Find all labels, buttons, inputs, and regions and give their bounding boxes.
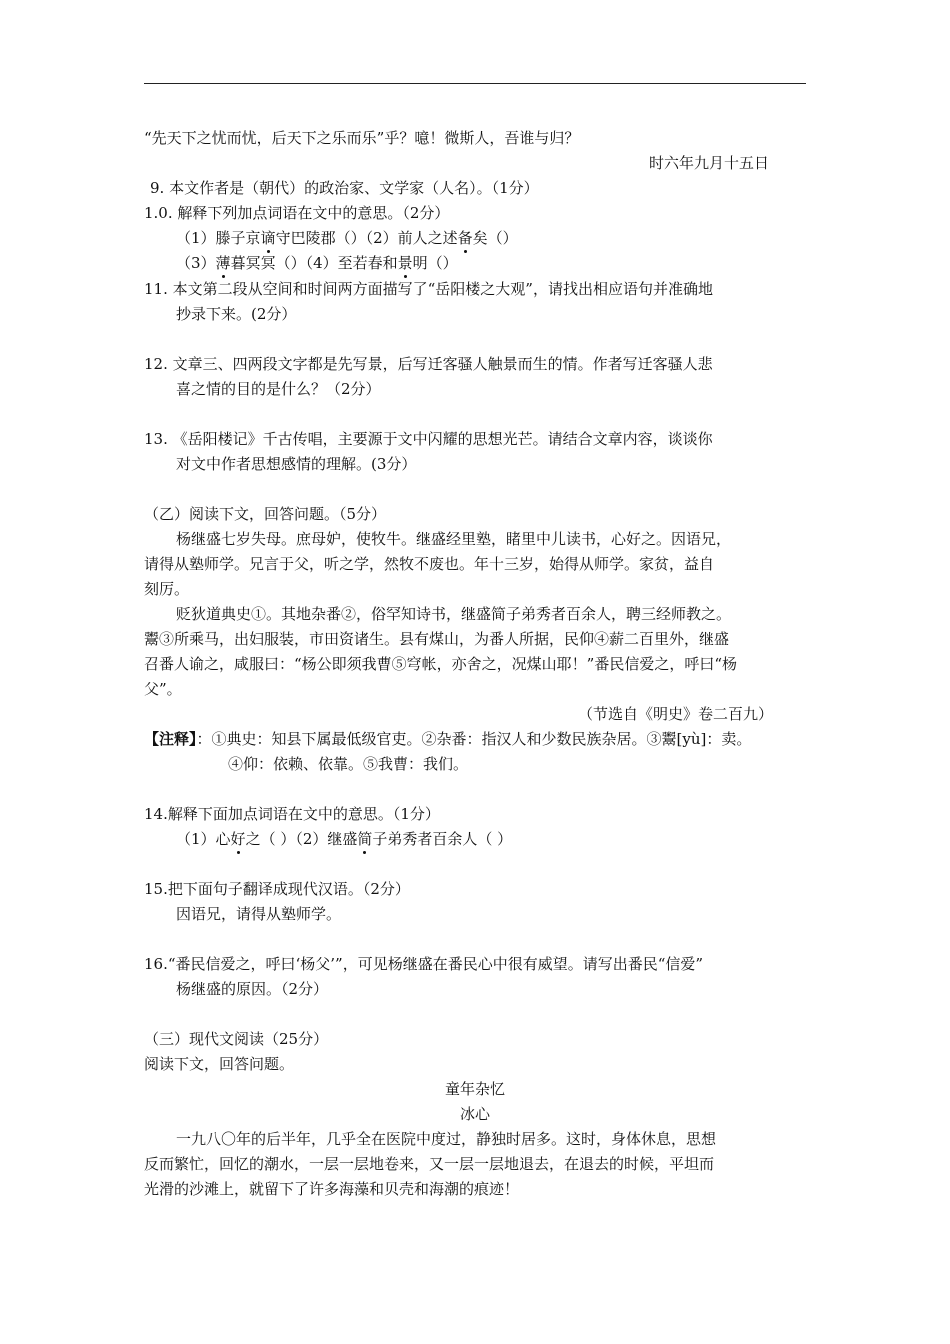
q10-text: （1）滕子京 xyxy=(176,229,261,247)
question-10-line-2 xyxy=(176,253,458,273)
date-line: 时六年九月十五日 xyxy=(649,154,770,172)
passage-yi-p2-line: 鬻③所乘马，出妇服装，市田资诸生。县有煤山，为番人所据，民仰④薪二百里外，继盛 xyxy=(144,630,730,648)
passage-yi-p1-line: 刻厉。 xyxy=(144,580,190,598)
header-rule xyxy=(144,83,806,84)
passage-yi-p2-line: 父”。 xyxy=(144,680,182,698)
passage-yi-p2-line: 召番人谕之，咸服曰：“杨公即须我曹⑤穹帐，亦舍之，况煤山耶！”番民信爱之，呼曰“杨 xyxy=(144,655,738,673)
q10-text: 守巴陵郡（）（2）前人之述 xyxy=(275,229,458,247)
annotation-label: 【注释】 xyxy=(144,730,197,748)
q10-text: 矣（） xyxy=(472,229,518,247)
quote-line: “先天下之忧而忧，后天下之乐而乐”乎？噫！微斯人，吾谁与归？ xyxy=(144,129,580,147)
question-13-line-2: 对文中作者思想感情的理解。(3分） xyxy=(176,455,417,473)
q10-text: （3） xyxy=(176,254,216,272)
q10-text: 暮冥冥（）（4）至若春和 xyxy=(230,254,398,272)
dotted-word: 备 xyxy=(457,229,473,247)
question-11-line-2: 抄录下来。(2分） xyxy=(176,305,297,323)
annotation-line-2: ④仰：依赖、依靠。⑤我曹：我们。 xyxy=(228,755,469,773)
article-paragraph-line: 反而繁忙，回忆的潮水，一层一层地卷来，又一层一层地退去，在退去的时候，平坦而 xyxy=(144,1155,715,1173)
question-16-line-1: 16.“番民信爱之，呼曰‘杨父’”，可见杨继盛在番民心中很有威望。请写出番民“信爱” xyxy=(144,955,704,973)
article-title: 童年杂忆 xyxy=(444,1080,505,1098)
question-16-line-2: 杨继盛的原因。（2分） xyxy=(176,980,329,998)
question-12-line-1: 12. 文章三、四两段文字都是先写景，后写迁客骚人触景而生的情。作者写迁客骚人悲 xyxy=(144,355,713,373)
passage-yi-p2-line: 贬狄道典史①。其地杂番②，俗罕知诗书，继盛简子弟秀者百余人，聘三经师教之。 xyxy=(176,605,732,623)
section-san-heading: （三）现代文阅读（25分） xyxy=(144,1030,329,1048)
question-15-sentence: 因语兄，请得从塾师学。 xyxy=(176,905,342,923)
dotted-word: 谪 xyxy=(260,229,276,247)
question-12-line-2: 喜之情的目的是什么？（2分） xyxy=(176,380,381,398)
article-author: 冰心 xyxy=(459,1105,490,1123)
question-14-items xyxy=(176,829,512,849)
section-san-intro: 阅读下文，回答问题。 xyxy=(144,1055,295,1073)
passage-yi-p1-line: 杨继盛七岁失母。庶母妒，使牧牛。继盛经里塾，睹里中儿读书，心好之。因语兄， xyxy=(176,530,732,548)
question-15-stem: 15.把下面句子翻译成现代汉语。（2分） xyxy=(144,880,410,898)
section-yi-heading: （乙）阅读下文，回答问题。（5分） xyxy=(144,505,387,523)
question-10-stem: 1.0. 解释下列加点词语在文中的意思。（2分） xyxy=(144,204,450,222)
passage-yi-p1-line: 请得从塾师学。兄言于父，听之学，然牧不废也。年十三岁，始得从师学。家贫，益自 xyxy=(144,555,715,573)
dotted-word: 好 xyxy=(230,830,246,848)
q14-text: 之（ ）（2）继盛 xyxy=(245,830,358,848)
article-paragraph-line: 一九八〇年的后半年，几乎全在医院中度过，静独时居多。这时，身体休息，思想 xyxy=(176,1130,717,1148)
annotation-text: ：①典史：知县下属最低级官吏。②杂番：指汉人和少数民族杂居。③鬻[yù]：卖。 xyxy=(196,730,752,748)
question-13-line-1: 13. 《岳阳楼记》千古传唱，主要源于文中闪耀的思想光芒。请结合文章内容，谈谈你 xyxy=(144,430,713,448)
annotation-line-1 xyxy=(144,729,751,749)
dotted-word: 景 xyxy=(397,254,413,272)
passage-source: （节选自《明史》卷二百九） xyxy=(578,705,774,723)
q10-text: 明（） xyxy=(412,254,458,272)
dotted-word: 简 xyxy=(357,830,373,848)
q14-text: 子弟秀者百余人（ ） xyxy=(372,830,513,848)
question-9: 9. 本文作者是（朝代）的政治家、文学家（人名）。（1分） xyxy=(150,179,539,197)
question-10-line-1 xyxy=(176,228,518,248)
question-14-stem: 14.解释下面加点词语在文中的意思。（1分） xyxy=(144,805,440,823)
q14-text: （1）心 xyxy=(176,830,231,848)
question-11-line-1: 11. 本文第二段从空间和时间两方面描写了“岳阳楼之大观”，请找出相应语句并准确地 xyxy=(144,280,713,298)
dotted-word: 薄 xyxy=(215,254,231,272)
article-paragraph-line: 光滑的沙滩上，就留下了许多海藻和贝壳和海潮的痕迹！ xyxy=(144,1180,520,1198)
